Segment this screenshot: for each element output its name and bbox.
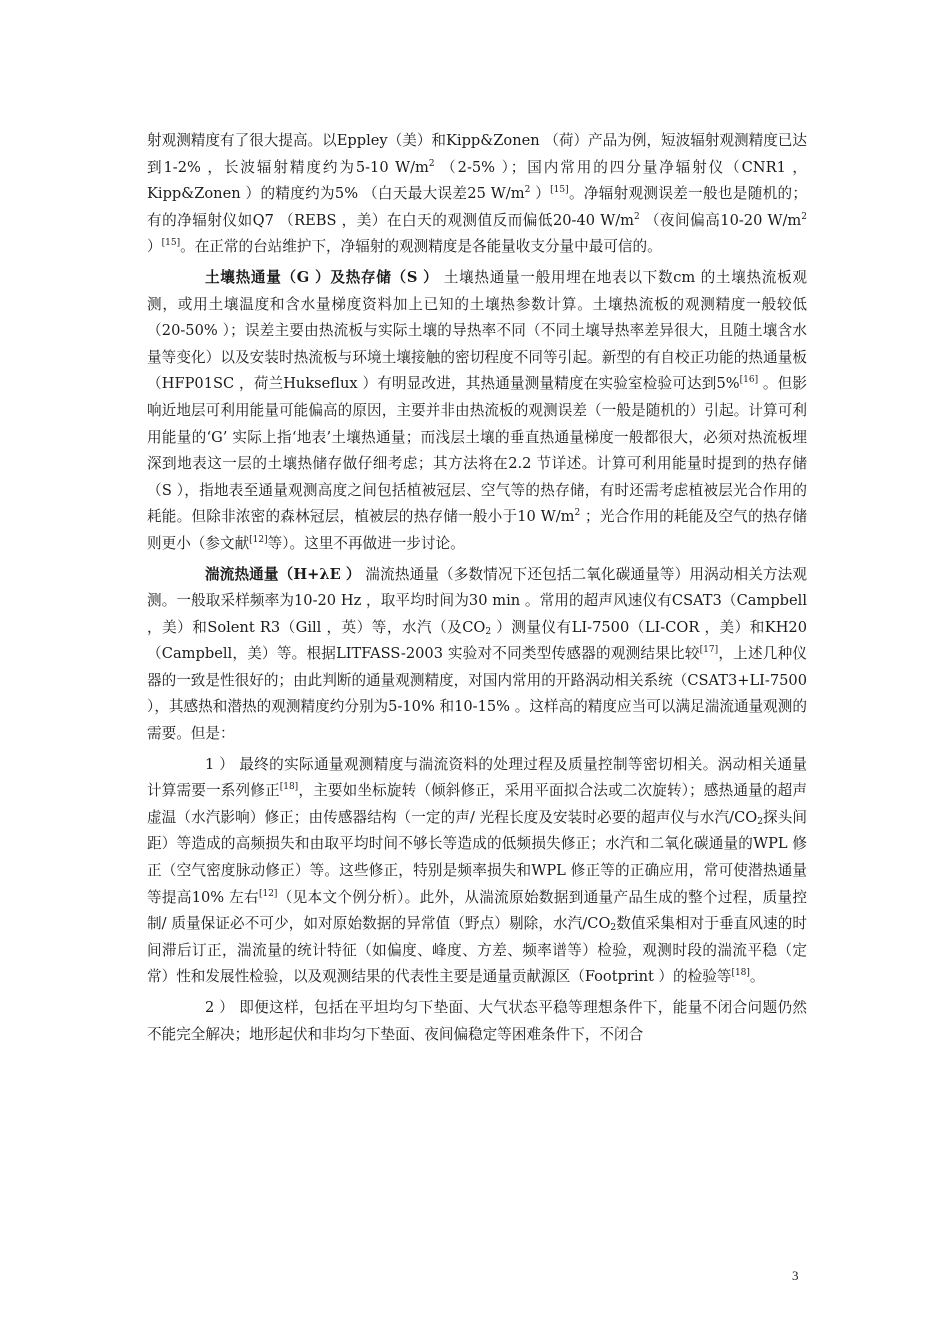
paragraph-item-1 bbox=[147, 752, 807, 991]
paragraph-soil-heat-flux bbox=[147, 265, 807, 558]
citation-ref: [12] bbox=[258, 888, 278, 899]
subscript: 2 bbox=[485, 626, 492, 637]
text-run: 1 ） 最终的实际通量观测精度与湍流资料的处理过程及质量控制等密切相关。涡动相关通量计算需要一系列修正 bbox=[147, 755, 807, 800]
superscript: 2 bbox=[524, 185, 531, 196]
subscript: 2 bbox=[610, 923, 617, 934]
text-run: （2-5% ）；国内常用的四分量净辐射仪（CNR1 ，Kipp&Zonen ）的精度约为5% （白天最大误差25 W/m bbox=[147, 158, 807, 203]
superscript: 2 bbox=[574, 508, 581, 519]
text-run: ）测量仪有LI-7500（LI-COR ，美）和KH20 （Campbell，美）等。根据LITFASS-2003 实验对不同类型传感器的观测结果比较 bbox=[147, 618, 808, 663]
page-number: 3 bbox=[792, 1268, 799, 1283]
citation-ref: [17] bbox=[699, 645, 719, 656]
text-run: ，主要如坐标旋转（倾斜修正，采用平面拟合法或二次旋转）；感热通量的超声虚温（水汽影响）修正；由传感器结构（一定的声/ 光程长度及安装时必要的超声仪与水汽/CO bbox=[147, 782, 807, 826]
section-heading: 土壤热通量（G ）及热存储（S ） bbox=[205, 268, 439, 286]
citation-ref: [16] bbox=[739, 375, 759, 386]
text-run: 等）。这里不再做进一步讨论。 bbox=[267, 534, 465, 552]
superscript: 2 bbox=[801, 211, 808, 222]
subscript: 2 bbox=[757, 816, 763, 827]
text-run: ） bbox=[530, 185, 551, 203]
paragraph-turbulent-heat-flux bbox=[147, 562, 807, 748]
citation-ref: [15] bbox=[161, 238, 181, 249]
text-run: 射观测精度有了很大提高。以Eppley（美）和Kipp&Zonen （荷）产品为例，短波辐射观测精度已达到1-2% ，长波辐射精度约为5-10 W/m bbox=[147, 132, 807, 176]
citation-ref: [18] bbox=[731, 968, 750, 979]
text-run: ） bbox=[147, 238, 162, 256]
text-run: ，上述几种仪器的一致是性很好的；由此判断的通量观测精度，对国内常用的开路涡动相关系统（CSAT3+LI-7500 ），其感热和潜热的观测精度约分别为5-10% 和10-15% 。这样高的精度应当可以满足湍流通量观测的需要。但是： bbox=[147, 645, 807, 743]
citation-ref: [18] bbox=[279, 782, 299, 793]
citation-ref: [15] bbox=[550, 185, 569, 196]
superscript: 2 bbox=[633, 211, 640, 222]
text-run: 湍流热通量（多数情况下还包括二氧化碳通量等）用涡动相关方法观测。一般取采样频率为10-20 Hz ，取平均时间为30 min 。常用的超声风速仪有CSAT3（Campbell ，美）和Solent R3（Gill ，英）等，水汽（及CO bbox=[147, 565, 807, 636]
text-run: 。净辐射观测误差一般也是随机的；有的净辐射仪如Q7 （REBS ，美）在白天的观测值反而偏低20-40 W/m bbox=[147, 185, 807, 229]
superscript: 2 bbox=[428, 158, 435, 169]
section-heading: 湍流热通量（H+λE ） bbox=[205, 565, 361, 583]
citation-ref: [12] bbox=[249, 534, 268, 545]
text-run: 。 bbox=[749, 968, 765, 986]
paragraph-net-radiation bbox=[147, 128, 807, 261]
paragraph-item-2 bbox=[147, 995, 807, 1048]
text-run: 土壤热通量一般用埋在地表以下数cm 的土壤热流板观测，或用土壤温度和含水量梯度资料加上已知的土壤热参数计算。土壤热流板的观测精度一般较低（20-50% ）；误差主要由热流板与实际土壤的导热率不同（不同土壤导热率差异很大，且随土壤含水量等变化）以及安装时热流板与环境土壤接触的密切程度不同等引起。新型的有自校正功能的热通量板（HFP01SC ，荷兰Hukseflux ）有明显改进，其热通量测量精度在实验室检验可达到5% bbox=[147, 268, 807, 393]
text-run: ；光合作用的耗能及空气的热存储则更小（参文献 bbox=[147, 508, 808, 552]
text-run: 数值采集相对于垂直风速的时间滞后订正，湍流量的统计特征（如偏度、峰度、方差、频率谱等）检验，观测时段的湍流平稳（定常）性和发展性检验，以及观测结果的代表性主要是通量贡献源区（Footprint ）的检验等 bbox=[147, 915, 807, 986]
text-run: 。但影响近地层可利用能量可能偏高的原因，主要并非由热流板的观测误差（一般是随机的）引起。计算可利用能量的‘G’ 实际上指‘地表’土壤热通量；而浅层土壤的垂直热通量梯度一般都很大，必须对热流板埋深到地表这一层的土壤热储存做仔细考虑；其方法将在2.2 节详述。计算可利用能量时提到的热存储（S ），指地表至通量观测高度之间包括植被冠层、空气等的热存储，有时还需考虑植被层光合作用的耗能。但除非浓密的森林冠层，植被层的热存储一般小于10 W/m bbox=[147, 375, 808, 526]
text-run: （夜间偏高10-20 W/m bbox=[639, 211, 802, 229]
body-text bbox=[147, 128, 807, 1048]
text-run: （见本文个例分析）。此外，从湍流原始数据到通量产品生成的整个过程，质量控制/ 质量保证必不可少，如对原始数据的异常值（野点）剔除，水汽/CO bbox=[147, 888, 807, 933]
text-run: 探头间距）等造成的高频损失和由取平均时间不够长等造成的低频损失修正；水汽和二氧化碳通量的WPL 修正（空气密度脉动修正）等。这些修正，特别是频率损失和WPL 修正等的正确应用，常可使潜热通量等提高10% 左右 bbox=[147, 808, 807, 906]
text-run: 2 ） 即便这样，包括在平坦均匀下垫面、大气状态平稳等理想条件下，能量不闭合问题仍然不能完全解决；地形起伏和非均匀下垫面、夜间偏稳定等困难条件下，不闭合 bbox=[147, 999, 807, 1043]
text-run: 。在正常的台站维护下，净辐射的观测精度是各能量收支分量中最可信的。 bbox=[180, 238, 662, 256]
